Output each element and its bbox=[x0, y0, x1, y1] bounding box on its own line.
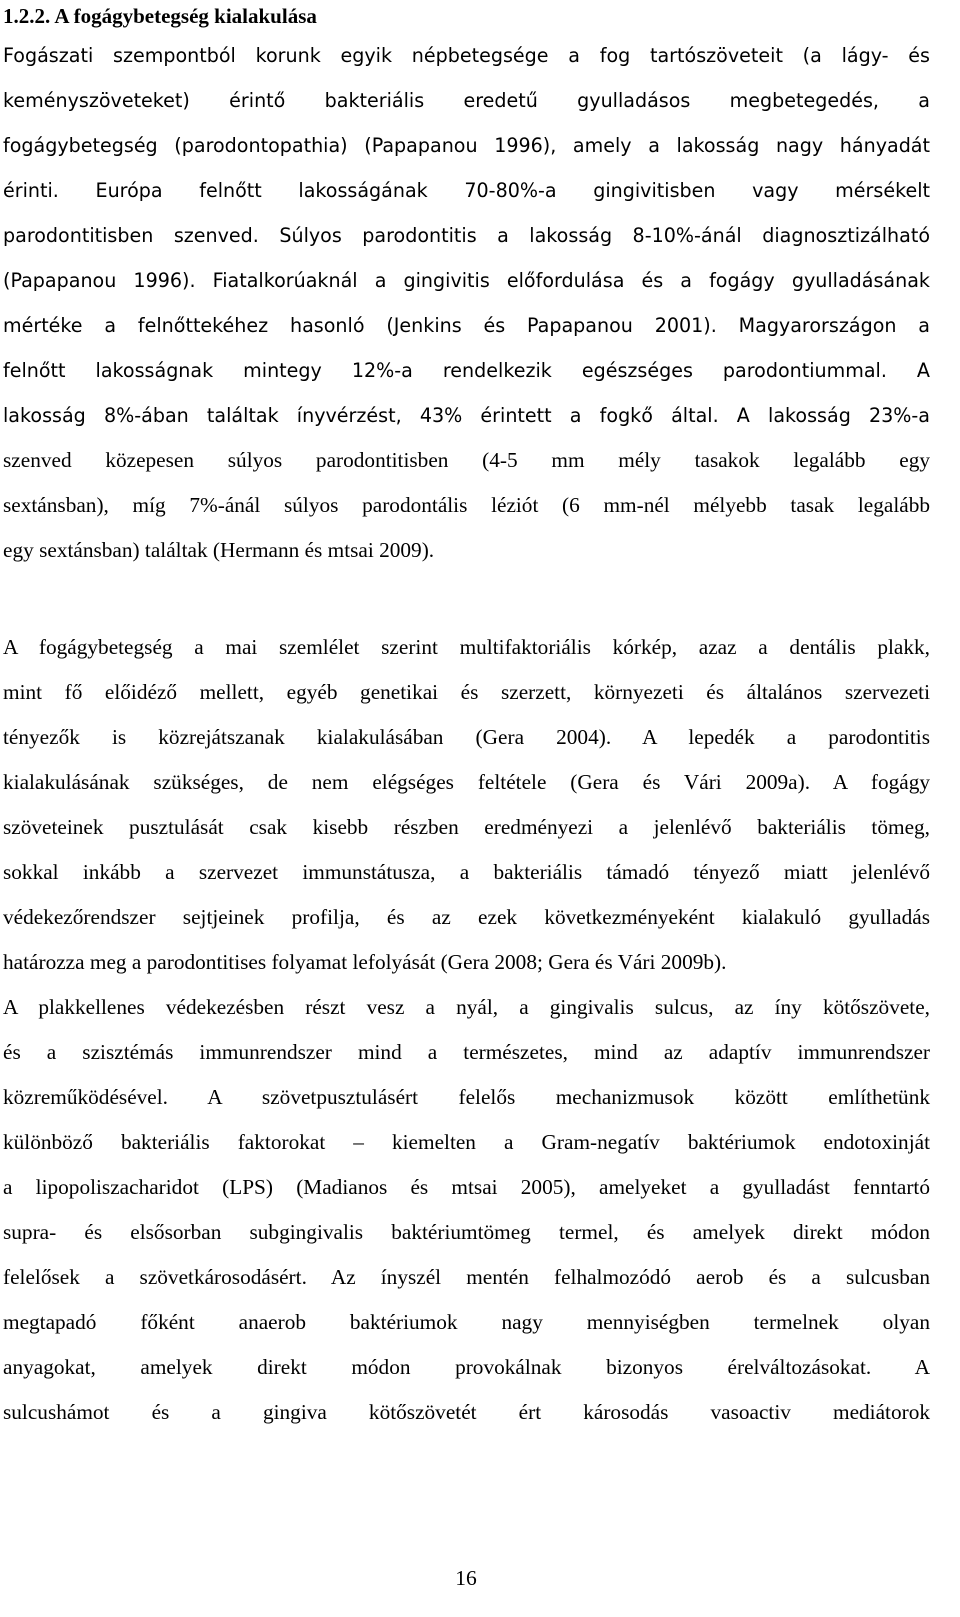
text-line: supra- és elsősorban subgingivalis baktériumtömeg termel, és amelyek direkt módon bbox=[3, 1220, 930, 1244]
text-line: szöveteinek pusztulását csak kisebb részben eredményezi a jelenlévő bakteriális tömeg, bbox=[3, 815, 930, 839]
text-line: anyagokat, amelyek direkt módon provokálnak bizonyos érelváltozásokat. A bbox=[3, 1355, 930, 1379]
text-line: A fogágybetegség a mai szemlélet szerint multifaktoriális kórkép, azaz a dentális plakk, bbox=[3, 635, 930, 659]
page-number: 16 bbox=[455, 1566, 477, 1590]
text-line: (Papapanou 1996). Fiatalkorúaknál a gingivitis előfordulása és a fogágy gyulladásának bbox=[3, 269, 930, 292]
text-line: védekezőrendszer sejtjeinek profilja, és az ezek következményeként kialakuló gyulladás bbox=[3, 905, 930, 929]
text-line: keményszöveteket) érintő bakteriális eredetű gyulladásos megbetegedés, a bbox=[3, 89, 930, 112]
text-line: mértéke a felnőttekéhez hasonló (Jenkins és Papapanou 2001). Magyarországon a bbox=[3, 314, 930, 337]
text-line: közreműködésével. A szövetpusztulásért felelős mechanizmusok között említhetünk bbox=[3, 1085, 930, 1109]
text-line: fogágybetegség (parodontopathia) (Papapanou 1996), amely a lakosság nagy hányadát bbox=[3, 134, 930, 157]
text-line: Fogászati szempontból korunk egyik népbetegsége a fog tartószöveteit (a lágy- és bbox=[3, 44, 930, 67]
paragraph-epidemiology bbox=[3, 33, 930, 438]
text-line: mint fő előidéző mellett, egyéb genetikai és szerzett, környezeti és általános szervezeti bbox=[3, 680, 930, 704]
paragraph-multifactorial bbox=[3, 625, 930, 985]
paragraph-defense bbox=[3, 985, 930, 1435]
text-line: sokkal inkább a szervezet immunstátusza, a bakteriális támadó tényező miatt jelenlévő bbox=[3, 860, 930, 884]
text-line: A plakkellenes védekezésben részt vesz a nyál, a gingivalis sulcus, az íny kötőszövete, bbox=[3, 995, 930, 1019]
text-line: lakosság 8%-ában találtak ínyvérzést, 43% érintett a fogkő által. A lakosság 23%-a bbox=[3, 404, 930, 427]
text-line: kialakulásának szükséges, de nem elégséges feltétele (Gera és Vári 2009a). A fogágy bbox=[3, 770, 930, 794]
text-line: különböző bakteriális faktorokat – kiemelten a Gram-negatív baktériumok endotoxinját bbox=[3, 1130, 930, 1154]
text-line: parodontitisben szenved. Súlyos parodontitis a lakosság 8-10%-ánál diagnosztizálható bbox=[3, 224, 930, 247]
text-line: határozza meg a parodontitises folyamat lefolyását (Gera 2008; Gera és Vári 2009b). bbox=[3, 950, 727, 974]
text-line: tényezők is közrejátszanak kialakulásában (Gera 2004). A lepedék a parodontitis bbox=[3, 725, 930, 749]
document-page bbox=[3, 0, 930, 1435]
section-heading: 1.2.2. A fogágybetegség kialakulása bbox=[3, 4, 317, 28]
text-line: megtapadó főként anaerob baktériumok nagy mennyiségben termelnek olyan bbox=[3, 1310, 930, 1334]
text-line: sulcushámot és a gingiva kötőszövetét ért károsodás vasoactiv mediátorok bbox=[3, 1400, 930, 1424]
text-line: felelősek a szövetkárosodásért. Az ínyszél mentén felhalmozódó aerob és a sulcusban bbox=[3, 1265, 930, 1289]
text-line: érinti. Európa felnőtt lakosságának 70-80%-a gingivitisben vagy mérsékelt bbox=[3, 179, 930, 202]
text-line: egy sextánsban) találtak (Hermann és mtsai 2009). bbox=[3, 538, 435, 562]
text-line: sextánsban), míg 7%-ánál súlyos parodontális léziót (6 mm-nél mélyebb tasak legalább bbox=[3, 493, 930, 517]
paragraph-gap bbox=[3, 573, 930, 625]
text-line: a lipopoliszacharidot (LPS) (Madianos és mtsai 2005), amelyeket a gyulladást fenntartó bbox=[3, 1175, 930, 1199]
text-line: felnőtt lakosságnak mintegy 12%-a rendelkezik egészséges parodontiummal. A bbox=[3, 359, 930, 382]
text-line: szenved közepesen súlyos parodontitisben (4-5 mm mély tasakok legalább egy bbox=[3, 448, 930, 472]
paragraph-epidemiology-continued bbox=[3, 438, 930, 573]
text-line: és a szisztémás immunrendszer mind a természetes, mind az adaptív immunrendszer bbox=[3, 1040, 930, 1064]
